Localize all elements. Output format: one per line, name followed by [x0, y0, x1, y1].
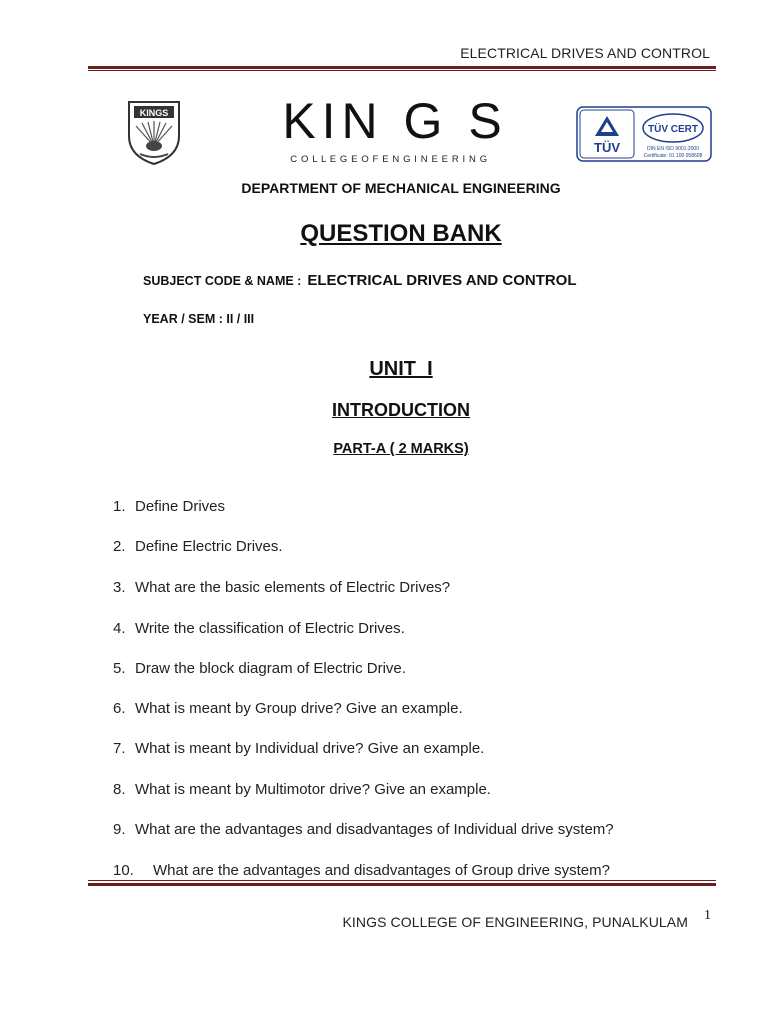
question-item — [113, 781, 491, 798]
cert-line-2: Certificate: 01 100 058608 — [643, 153, 703, 159]
question-text: What is meant by Individual drive? Give an example. — [135, 740, 485, 757]
question-number: 5. — [113, 660, 126, 677]
question-number: 2. — [113, 538, 126, 555]
college-subtitle: C O L L E G E O F E N G I N E E R I N G — [290, 154, 488, 165]
question-item — [113, 498, 225, 515]
question-item — [113, 821, 614, 838]
question-number: 4. — [113, 620, 126, 637]
question-text: What are the basic elements of Electric Drives? — [135, 579, 451, 596]
question-text: What are the advantages and disadvantages of Individual drive system? — [135, 821, 614, 838]
question-item — [113, 660, 406, 677]
question-number: 1. — [113, 498, 126, 515]
question-text: Draw the block diagram of Electric Drive. — [135, 660, 406, 677]
footer-rule-thin — [88, 880, 716, 881]
cert-line-1: DIN EN ISO 9001:2000 — [647, 146, 699, 152]
question-text: Define Drives — [135, 498, 226, 515]
question-number: 3. — [113, 579, 126, 596]
question-number: 8. — [113, 781, 126, 798]
emblem-text: KINGS — [139, 108, 169, 118]
footer-rule-thick — [88, 883, 716, 886]
question-number: 6. — [113, 700, 126, 717]
question-item — [113, 579, 450, 596]
question-item — [113, 862, 610, 879]
question-text: Define Electric Drives. — [135, 538, 283, 555]
header-rule-thin — [88, 70, 716, 71]
question-text: What is meant by Group drive? Give an example. — [135, 700, 463, 717]
running-header: ELECTRICAL DRIVES AND CONTROL — [460, 45, 710, 61]
subject-line — [143, 272, 577, 289]
question-number: 7. — [113, 740, 126, 757]
page-number: 1 — [704, 908, 711, 923]
department-heading: DEPARTMENT OF MECHANICAL ENGINEERING — [241, 180, 561, 196]
unit-heading: UNIT I — [369, 358, 433, 380]
question-text: Write the classification of Electric Drives. — [135, 620, 405, 637]
tuv-text: TÜV — [594, 140, 620, 155]
part-heading: PART-A ( 2 MARKS) — [333, 441, 469, 457]
question-item — [113, 700, 463, 717]
question-item — [113, 538, 283, 555]
question-item — [113, 620, 405, 637]
question-number: 9. — [113, 821, 126, 838]
document-title: QUESTION BANK — [300, 220, 502, 247]
question-text: What is meant by Multimotor drive? Give an example. — [135, 781, 491, 798]
header-rule-thick — [88, 66, 716, 69]
subject-value: ELECTRICAL DRIVES AND CONTROL — [307, 272, 577, 289]
footer-text: KINGS COLLEGE OF ENGINEERING, PUNALKULAM — [342, 914, 688, 930]
college-wordmark: KIN G S — [282, 93, 508, 149]
question-item — [113, 740, 484, 757]
tuv-cert-badge — [576, 106, 712, 162]
question-text: What are the advantages and disadvantages of Group drive system? — [153, 862, 610, 879]
unit-title: INTRODUCTION — [332, 400, 470, 420]
cert-text: TÜV CERT — [648, 124, 698, 135]
subject-label: SUBJECT CODE & NAME : — [143, 274, 302, 288]
year-sem: YEAR / SEM : II / III — [143, 312, 255, 326]
question-number: 10. — [113, 862, 134, 879]
